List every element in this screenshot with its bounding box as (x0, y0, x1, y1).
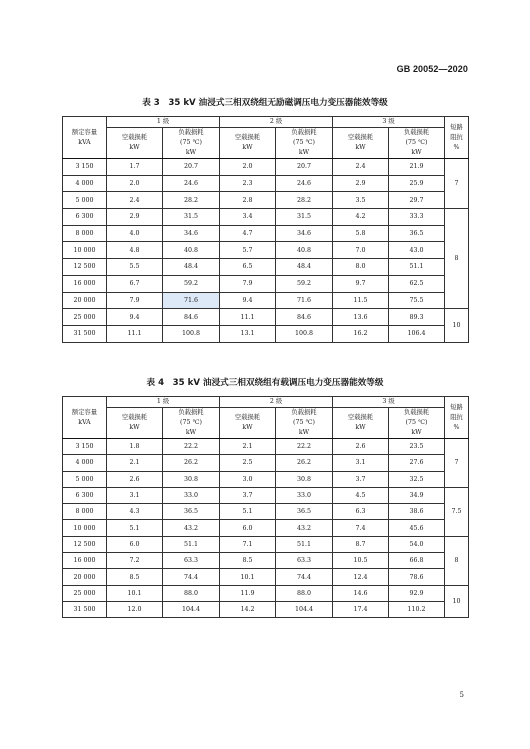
table-cell: 6 300 (63, 487, 107, 503)
table-cell: 36.5 (276, 504, 333, 520)
table-cell: 10.1 (107, 585, 163, 601)
table-cell: 29.7 (389, 192, 445, 209)
table-cell: 25 000 (63, 585, 107, 601)
table-cell: 71.6 (276, 292, 333, 309)
table-cell: 11.1 (107, 325, 163, 342)
table-row (63, 175, 469, 192)
table-cell: 110.2 (389, 601, 445, 617)
table-cell: 84.6 (163, 309, 220, 326)
table-cell: 12 500 (63, 536, 107, 552)
table-cell: 4.2 (333, 209, 389, 226)
impedance-cell: 10 (445, 309, 469, 342)
table-cell: 2.6 (107, 471, 163, 487)
table-cell: 43.2 (163, 520, 220, 536)
table-cell: 3.1 (107, 487, 163, 503)
table-cell: 10.5 (333, 553, 389, 569)
table-cell: 6.0 (220, 520, 276, 536)
table-cell: 9.7 (333, 275, 389, 292)
table-cell: 106.4 (389, 325, 445, 342)
table-row (63, 553, 469, 569)
table-cell: 45.6 (389, 520, 445, 536)
table-cell: 63.3 (163, 553, 220, 569)
level-1-header: 1 级 (107, 117, 220, 128)
table-cell: 16 000 (63, 553, 107, 569)
table-cell: 13.1 (220, 325, 276, 342)
table-cell: 10.1 (220, 569, 276, 585)
table-cell: 78.6 (389, 569, 445, 585)
table-cell: 88.0 (276, 585, 333, 601)
table-cell: 3 150 (63, 439, 107, 455)
table-cell: 6 300 (63, 209, 107, 226)
table-row (63, 225, 469, 242)
table-row (63, 520, 469, 536)
table-cell: 74.4 (163, 569, 220, 585)
table-cell: 16 000 (63, 275, 107, 292)
impedance-header: 短路 阻抗 % (445, 397, 469, 439)
table-row (63, 585, 469, 601)
table-cell: 7.4 (333, 520, 389, 536)
table-cell: 4.3 (107, 504, 163, 520)
table-cell: 2.5 (220, 455, 276, 471)
table-cell: 5.1 (107, 520, 163, 536)
table-cell: 6.0 (107, 536, 163, 552)
table-cell: 33.0 (276, 487, 333, 503)
table-cell: 63.3 (276, 553, 333, 569)
table-cell: 20.7 (276, 159, 333, 176)
table-cell: 66.8 (389, 553, 445, 569)
table-row (63, 471, 469, 487)
table-cell: 4.8 (107, 242, 163, 259)
impedance-cell: 10 (445, 585, 469, 618)
impedance-cell: 7 (445, 439, 469, 488)
table-cell: 51.1 (163, 536, 220, 552)
table-cell: 30.8 (276, 471, 333, 487)
table-cell: 84.6 (276, 309, 333, 326)
table-cell: 31 500 (63, 601, 107, 617)
table-cell: 5 000 (63, 471, 107, 487)
load-loss-header: 负载损耗 (75 ℃) kW (163, 128, 220, 159)
table-row (63, 601, 469, 617)
table-cell: 5.8 (333, 225, 389, 242)
table-cell: 59.2 (163, 275, 220, 292)
table-cell: 32.5 (389, 471, 445, 487)
table-cell: 21.9 (389, 159, 445, 176)
table-cell: 2.6 (333, 439, 389, 455)
table-cell: 12.4 (333, 569, 389, 585)
level-3-header: 3 级 (333, 397, 445, 408)
table-cell: 6.3 (333, 504, 389, 520)
impedance-cell: 8 (445, 209, 469, 309)
table-cell: 31.5 (276, 209, 333, 226)
table-cell: 38.6 (389, 504, 445, 520)
table-cell: 7.9 (107, 292, 163, 309)
level-2-header: 2 级 (220, 117, 333, 128)
table-cell: 9.4 (220, 292, 276, 309)
capacity-header: 额定容量 kVA (63, 397, 107, 439)
table-cell: 17.4 (333, 601, 389, 617)
table-cell: 2.8 (220, 192, 276, 209)
table-cell: 8.5 (107, 569, 163, 585)
table-cell: 4.5 (333, 487, 389, 503)
table-cell: 75.5 (389, 292, 445, 309)
table-cell: 27.6 (389, 455, 445, 471)
table-cell: 3.4 (220, 209, 276, 226)
table-cell: 2.9 (107, 209, 163, 226)
table-cell: 34.6 (163, 225, 220, 242)
table-cell: 2.4 (333, 159, 389, 176)
table-cell: 74.4 (276, 569, 333, 585)
table-cell: 22.2 (163, 439, 220, 455)
table4-title: 表 4 35 kV 油浸式三相双绕组有载调压电力变压器能效等级 (146, 378, 384, 388)
table-cell: 16.2 (333, 325, 389, 342)
impedance-cell: 7.5 (445, 487, 469, 536)
table-cell: 4 000 (63, 175, 107, 192)
table-cell: 100.8 (276, 325, 333, 342)
table-cell: 24.6 (163, 175, 220, 192)
noload-loss-header: 空载损耗 kW (220, 408, 276, 439)
table-cell: 62.5 (389, 275, 445, 292)
table-cell: 14.2 (220, 601, 276, 617)
table-cell: 28.2 (163, 192, 220, 209)
table-cell: 3.7 (333, 471, 389, 487)
table-cell: 2.1 (107, 455, 163, 471)
highlighted-cell: 71.6 (163, 292, 220, 309)
standard-code: GB 20052—2020 (396, 64, 468, 74)
table-cell: 104.4 (276, 601, 333, 617)
table-cell: 2.0 (220, 159, 276, 176)
table-row (63, 569, 469, 585)
load-loss-header: 负载损耗 (75 ℃) kW (389, 408, 445, 439)
table-row (63, 275, 469, 292)
table-cell: 34.9 (389, 487, 445, 503)
table-cell: 10 000 (63, 520, 107, 536)
noload-loss-header: 空载损耗 kW (333, 408, 389, 439)
table4 (62, 396, 469, 618)
table-cell: 33.3 (389, 209, 445, 226)
noload-loss-header: 空载损耗 kW (107, 408, 163, 439)
table-cell: 43.0 (389, 242, 445, 259)
table-cell: 23.5 (389, 439, 445, 455)
table-cell: 25.9 (389, 175, 445, 192)
table-cell: 36.5 (389, 225, 445, 242)
impedance-cell: 7 (445, 159, 469, 209)
table-cell: 30.8 (163, 471, 220, 487)
table-cell: 7.2 (107, 553, 163, 569)
table-row (63, 487, 469, 503)
table-cell: 54.0 (389, 536, 445, 552)
table-cell: 3.0 (220, 471, 276, 487)
table-cell: 28.2 (276, 192, 333, 209)
table-cell: 3.7 (220, 487, 276, 503)
table-cell: 10 000 (63, 242, 107, 259)
table-cell: 8 000 (63, 225, 107, 242)
table-cell: 48.4 (163, 259, 220, 276)
table-row (63, 309, 469, 326)
table-row (63, 536, 469, 552)
table-cell: 92.9 (389, 585, 445, 601)
table-cell: 4.7 (220, 225, 276, 242)
level-3-header: 3 级 (333, 117, 445, 128)
table-row (63, 292, 469, 309)
table-cell: 8.0 (333, 259, 389, 276)
capacity-header: 额定容量 kVA (63, 117, 107, 159)
table-cell: 59.2 (276, 275, 333, 292)
table-cell: 5.1 (220, 504, 276, 520)
table-cell: 11.5 (333, 292, 389, 309)
load-loss-header: 负载损耗 (75 ℃) kW (389, 128, 445, 159)
table-row (63, 439, 469, 455)
table-cell: 104.4 (163, 601, 220, 617)
table-cell: 12.0 (107, 601, 163, 617)
noload-loss-header: 空载损耗 kW (107, 128, 163, 159)
table-cell: 25 000 (63, 309, 107, 326)
table-row (63, 259, 469, 276)
table-row (63, 504, 469, 520)
table-cell: 31 500 (63, 325, 107, 342)
table-cell: 20.7 (163, 159, 220, 176)
table-row (63, 325, 469, 342)
table-cell: 9.4 (107, 309, 163, 326)
table-cell: 6.7 (107, 275, 163, 292)
table-cell: 1.7 (107, 159, 163, 176)
table-cell: 14.6 (333, 585, 389, 601)
table-cell: 3.1 (333, 455, 389, 471)
table-row (63, 159, 469, 176)
table-cell: 2.3 (220, 175, 276, 192)
page-number: 5 (459, 691, 464, 699)
table-cell: 36.5 (163, 504, 220, 520)
table-cell: 5.5 (107, 259, 163, 276)
load-loss-header: 负载损耗 (75 ℃) kW (276, 408, 333, 439)
table-cell: 4 000 (63, 455, 107, 471)
table-cell: 22.2 (276, 439, 333, 455)
table-cell: 2.1 (220, 439, 276, 455)
table-cell: 43.2 (276, 520, 333, 536)
table-cell: 40.8 (276, 242, 333, 259)
table3-title: 表 3 35 kV 油浸式三相双绕组无励磁调压电力变压器能效等级 (142, 98, 388, 108)
table-cell: 2.4 (107, 192, 163, 209)
table-cell: 6.5 (220, 259, 276, 276)
table-cell: 8.5 (220, 553, 276, 569)
table-cell: 20 000 (63, 292, 107, 309)
table-cell: 2.0 (107, 175, 163, 192)
table-cell: 48.4 (276, 259, 333, 276)
noload-loss-header: 空载损耗 kW (333, 128, 389, 159)
table-cell: 33.0 (163, 487, 220, 503)
table-cell: 8 000 (63, 504, 107, 520)
table-cell: 26.2 (163, 455, 220, 471)
table-cell: 13.6 (333, 309, 389, 326)
load-loss-header: 负载损耗 (75 ℃) kW (163, 408, 220, 439)
table-cell: 51.1 (389, 259, 445, 276)
table-row (63, 209, 469, 226)
noload-loss-header: 空载损耗 kW (220, 128, 276, 159)
table-cell: 7.0 (333, 242, 389, 259)
table-cell: 31.5 (163, 209, 220, 226)
table-cell: 89.3 (389, 309, 445, 326)
table-cell: 88.0 (163, 585, 220, 601)
table-cell: 11.1 (220, 309, 276, 326)
table-cell: 40.8 (163, 242, 220, 259)
table-cell: 2.9 (333, 175, 389, 192)
table-cell: 24.6 (276, 175, 333, 192)
table-cell: 5 000 (63, 192, 107, 209)
table-cell: 3.5 (333, 192, 389, 209)
table-row (63, 192, 469, 209)
table-cell: 51.1 (276, 536, 333, 552)
table-cell: 8.7 (333, 536, 389, 552)
table-cell: 3 150 (63, 159, 107, 176)
table-cell: 1.8 (107, 439, 163, 455)
load-loss-header: 负载损耗 (75 ℃) kW (276, 128, 333, 159)
impedance-header: 短路 阻抗 % (445, 117, 469, 159)
table-row (63, 242, 469, 259)
level-1-header: 1 级 (107, 397, 220, 408)
table-row (63, 455, 469, 471)
table-cell: 12 500 (63, 259, 107, 276)
table3 (62, 116, 469, 343)
table-cell: 7.1 (220, 536, 276, 552)
table-cell: 100.8 (163, 325, 220, 342)
table-cell: 7.9 (220, 275, 276, 292)
table-cell: 4.0 (107, 225, 163, 242)
table-cell: 5.7 (220, 242, 276, 259)
table-cell: 34.6 (276, 225, 333, 242)
table-cell: 20 000 (63, 569, 107, 585)
impedance-cell: 8 (445, 536, 469, 585)
table-cell: 26.2 (276, 455, 333, 471)
level-2-header: 2 级 (220, 397, 333, 408)
table-cell: 11.9 (220, 585, 276, 601)
